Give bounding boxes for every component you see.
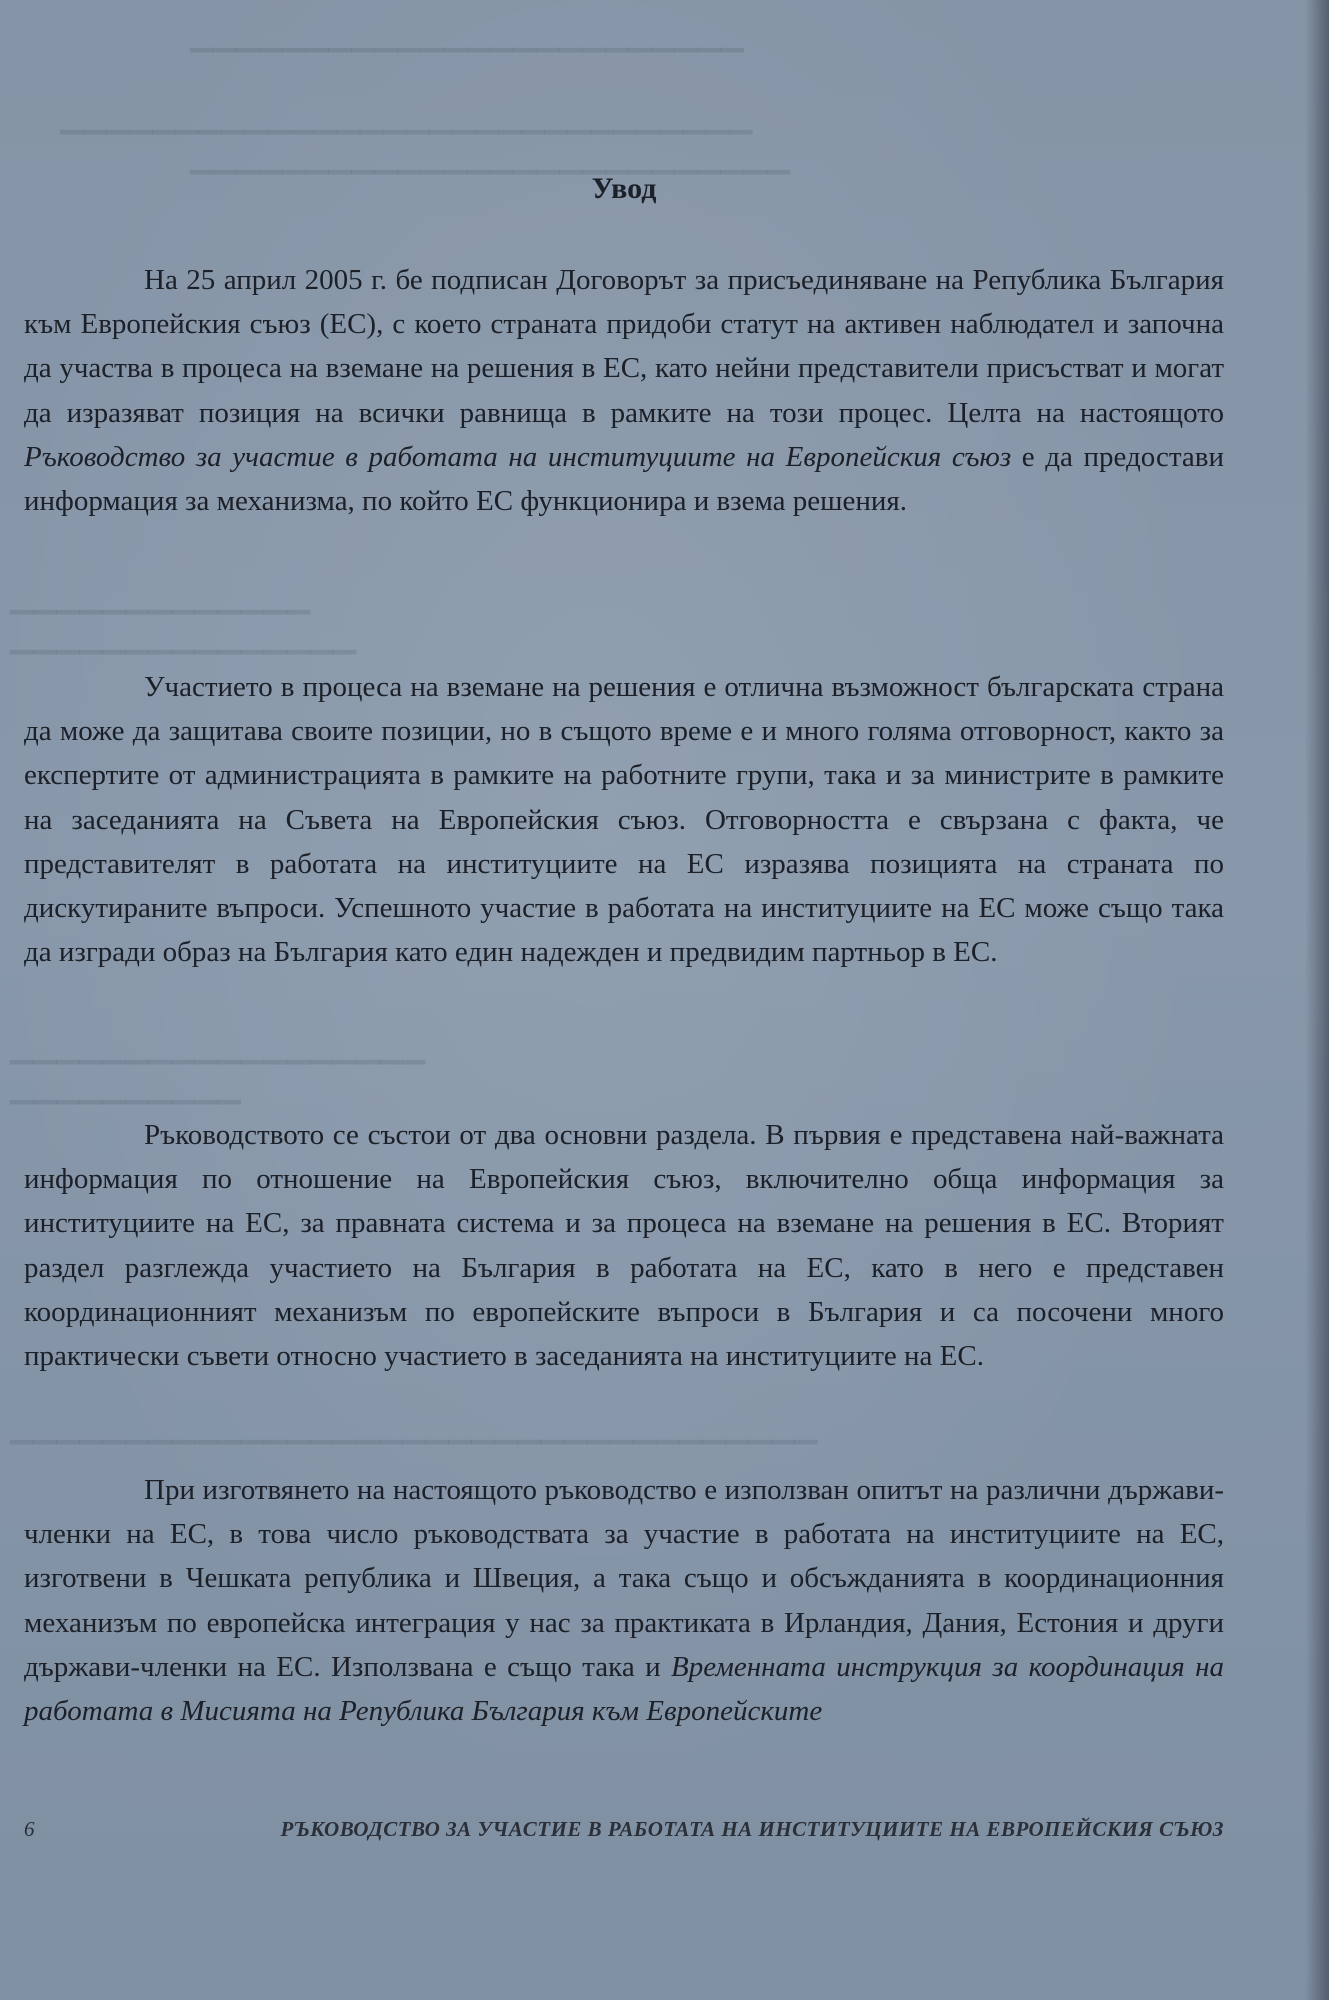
paragraph-1-italic-title: Ръководство за участие в работата на институциите на Европейския съюз xyxy=(24,440,1012,473)
paragraph-4-text: При изготвянето на настоящото ръководство е използван опитът на различни държави-членки на ЕС, в това число ръководствата за участие в работата на институциите на ЕС, изготвени в Чешката република и Швеция, а така също и обсъжданията в координационния механизъм по европейска интеграция у нас за практиката в Ирландия, Дания, Естония и други държави-членки на ЕС. Използвана е също така и xyxy=(24,1474,1224,1683)
paragraph-1-text: На 25 април 2005 г. бе подписан Договорът за присъединяване на Република България към Европейския съюз (ЕС), с което страната придоби статут на активен наблюдател и започна да участва в процеса на вземане на решения в ЕС, като нейни представители присъстват и могат да изразяват позиция на всички равнища в рамките на този процес. Целта на настоящото xyxy=(24,264,1224,429)
bleed-through-text: ▁▁▁▁▁▁▁▁▁▁▁▁▁▁▁▁▁▁▁▁▁▁▁▁ ▁▁▁▁▁▁▁▁▁▁▁▁▁▁▁▁▁▁▁▁▁▁▁▁▁▁▁▁▁▁ ▁▁▁▁▁▁▁▁▁▁▁▁▁▁▁▁▁▁▁▁▁▁▁▁▁▁ ▁▁▁▁▁▁▁▁▁▁▁▁▁ ▁▁▁▁▁▁▁▁▁▁▁▁▁▁▁ ▁▁▁▁▁▁▁▁▁▁▁▁▁▁▁▁▁▁ ▁▁▁▁▁▁▁▁▁▁ ▁▁▁▁▁▁▁▁▁▁▁▁▁▁▁▁▁▁▁▁▁▁▁▁▁▁▁▁▁▁▁▁▁▁▁ xyxy=(10,19,818,1444)
running-title: РЪКОВОДСТВО ЗА УЧАСТИЕ В РАБОТАТА НА ИНСТИТУЦИИТЕ НА ЕВРОПЕЙСКИЯ СЪЮЗ xyxy=(280,1817,1224,1841)
page-edge-shadow xyxy=(1305,0,1329,2000)
chapter-heading: Увод xyxy=(591,172,657,205)
page-number: 6 xyxy=(24,1817,35,1841)
paragraph-1-text-end: е да предостави информация за механизма, по който ЕС функционира и взема решения. xyxy=(24,440,1225,518)
paragraph-3: Ръководството се състои от два основни раздела. В първия е представена най-важната информация по отношение на Европейския съюз, включително обща информация за институциите на ЕС, за правната система и за процеса на вземане на решения в ЕС. Вторият раздел разглежда участието на България в работата на ЕС, като в него е представен координационният механизъм по европейските въпроси в България и са посочени много практически съвети относно участието в заседанията на институциите на ЕС. xyxy=(24,1119,1224,1373)
paragraph-4-italic-title: Временната инструкция за координация на работата в Мисията на Република България към Европейските xyxy=(24,1650,1224,1728)
paragraph-4 xyxy=(24,1468,1224,1733)
paragraph-1 xyxy=(24,258,1224,523)
paragraph-2: Участието в процеса на вземане на решения е отлична възможност българската страна да може да защитава своите позиции, но в същото време е и много голяма отговорност, както за експертите от администрацията в рамките на работните групи, така и за министрите в рамките на заседанията на Съвета на Европейския съюз. Отговорността е свързана с факта, че представителят в работата на институциите на ЕС изразява позицията на страната по дискутираните въпроси. Успешното участие в работата на институциите на ЕС може също така да изгради образ на България като един надежден и предвидим партньор в ЕС. xyxy=(24,671,1224,969)
